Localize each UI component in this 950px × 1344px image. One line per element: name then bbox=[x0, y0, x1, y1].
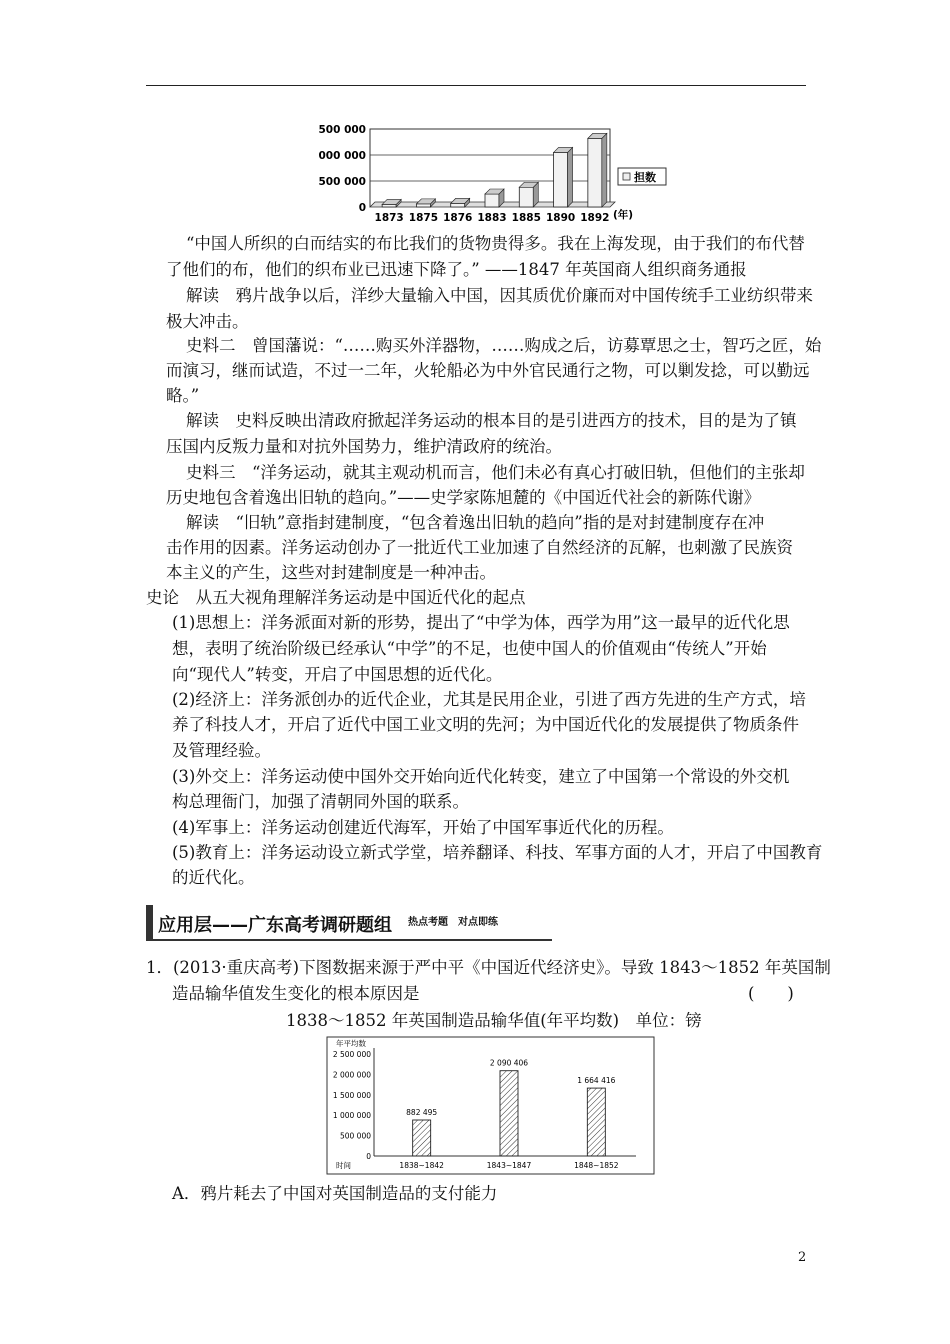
x-tick-label: 1843~1847 bbox=[486, 1161, 532, 1170]
bar bbox=[519, 187, 533, 207]
uk-exports-bar-chart bbox=[326, 1036, 656, 1176]
section-subtitle: 热点考题 对点即练 bbox=[408, 917, 498, 928]
x-tick-label: 1885 bbox=[511, 212, 541, 224]
y-tick-label: 1 000 000 bbox=[332, 1111, 371, 1121]
text-line: 解读 “旧轨”意指封建制度，“包含着逸出旧轨的趋向”指的是对封建制度存在冲 bbox=[186, 513, 765, 532]
bar bbox=[485, 194, 499, 207]
text-line: 史料二 曾国藩说：“……购买外洋器物，……购成之后，访募覃思之士，智巧之匠，始 bbox=[186, 336, 822, 355]
page-number: 2 bbox=[798, 1250, 807, 1265]
text-line: (4)军事上：洋务运动创建近代海军，开始了中国军事近代化的历程。 bbox=[172, 818, 674, 837]
y-tick-label: 000 000 bbox=[318, 150, 366, 162]
x-axis-label: (年) bbox=[613, 209, 634, 221]
data-label: 882 495 bbox=[406, 1107, 438, 1117]
y-tick-label: 500 000 bbox=[339, 1131, 371, 1141]
text-line: 养了科技人才，开启了近代中国工业文明的先河；为中国近代化的发展提供了物质条件 bbox=[172, 715, 799, 734]
bar bbox=[587, 1088, 605, 1156]
bar bbox=[382, 204, 396, 207]
y-tick-label: 1 500 000 bbox=[332, 1090, 371, 1100]
text-line: 本主义的产生，这些对封建制度是一种冲击。 bbox=[166, 563, 496, 582]
section-header bbox=[146, 905, 552, 941]
bar bbox=[588, 138, 602, 207]
section-title: 应用层——广东高考调研题组 bbox=[158, 915, 392, 936]
x-tick-label: 1876 bbox=[443, 212, 473, 224]
text-line: 历史地包含着逸出旧轨的趋向。”——史学家陈旭麓的《中国近代社会的新陈代谢》 bbox=[166, 488, 761, 507]
answer-bracket: ( ) bbox=[748, 984, 794, 1003]
text-line: (5)教育上：洋务运动设立新式学堂，培养翻译、科技、军事方面的人才，开启了中国教育 bbox=[172, 843, 823, 862]
x-tick-label: 1848~1852 bbox=[574, 1161, 619, 1170]
text-line: 而演习，继而试造，不过一二年，火轮船必为中外官民通行之物，可以剿发捻，可以勤远 bbox=[166, 361, 810, 380]
y-tick-label: 2 000 000 bbox=[332, 1070, 371, 1080]
y-tick-label: 500 000 bbox=[318, 176, 366, 188]
yarn-import-bar-chart bbox=[310, 120, 670, 226]
text-line: 想，表明了统治阶级已经承认“中学”的不足，也使中国人的价值观由“传统人”开始 bbox=[172, 639, 767, 658]
text-line: 击作用的因素。洋务运动创办了一批近代工业加速了自然经济的瓦解，也刺激了民族资 bbox=[166, 538, 793, 557]
x-tick-label: 1892 bbox=[580, 212, 610, 224]
x-tick-label: 1890 bbox=[545, 212, 576, 224]
shilun-heading: 史论 从五大视角理解洋务运动是中国近代化的起点 bbox=[146, 588, 526, 607]
section-marker bbox=[146, 905, 153, 941]
bar bbox=[413, 1120, 431, 1156]
legend-label: 担数 bbox=[634, 171, 656, 184]
header-rule bbox=[146, 85, 806, 86]
bar-side bbox=[568, 147, 573, 207]
x-tick-label: 1873 bbox=[374, 212, 404, 224]
bar bbox=[416, 204, 430, 207]
y-tick-label: 500 000 bbox=[318, 124, 366, 136]
bar-side bbox=[602, 133, 607, 207]
text-line: 了他们的布，他们的织布业已迅速下降了。” ——1847 年英国商人组织商务通报 bbox=[166, 260, 747, 279]
question-stem: 1．(2013·重庆高考)下图数据来源于严中平《中国近代经济史》。导致 1843～1852 年英国制 bbox=[146, 958, 831, 977]
text-line: 及管理经验。 bbox=[172, 741, 271, 760]
text-line: (1)思想上：洋务派面对新的形势，提出了“中学为体，西学为用”这一最早的近代化思 bbox=[172, 613, 790, 632]
y-tick-label: 0 bbox=[366, 1152, 371, 1161]
y-tick-label: 0 bbox=[358, 202, 366, 214]
text-line: 略。” bbox=[166, 386, 200, 405]
chart2-title: 1838～1852 年英国制造品输华值(年平均数) 单位：镑 bbox=[286, 1011, 702, 1030]
text-line: 向“现代人”转变，开启了中国思想的近代化。 bbox=[172, 665, 503, 684]
text-line: 极大冲击。 bbox=[166, 312, 249, 331]
section-underline bbox=[146, 939, 552, 941]
text-line: 的近代化。 bbox=[172, 868, 255, 887]
bar bbox=[554, 152, 568, 207]
text-line: 构总理衙门，加强了清朝同外国的联系。 bbox=[172, 792, 469, 811]
x-axis-title: 时间 bbox=[336, 1161, 351, 1170]
text-line: (3)外交上：洋务运动使中国外交开始向近代化转变，建立了中国第一个常设的外交机 bbox=[172, 767, 790, 786]
text-line: 压国内反叛力量和对抗外国势力，维护清政府的统治。 bbox=[166, 437, 562, 456]
data-label: 1 664 416 bbox=[577, 1076, 616, 1086]
text-line: (2)经济上：洋务派创办的近代企业，尤其是民用企业，引进了西方先进的生产方式，培 bbox=[172, 690, 806, 709]
legend-swatch bbox=[623, 173, 630, 180]
x-tick-label: 1883 bbox=[477, 212, 507, 224]
x-tick-label: 1838~1842 bbox=[399, 1161, 444, 1170]
option-a[interactable]: A．鸦片耗去了中国对英国制造品的支付能力 bbox=[172, 1184, 498, 1203]
bar bbox=[500, 1071, 518, 1156]
text-line: “中国人所织的白而结实的布比我们的货物贵得多。我在上海发现，由于我们的布代替 bbox=[186, 234, 805, 253]
y-axis-title: 年平均数 bbox=[336, 1039, 366, 1048]
bar bbox=[451, 203, 465, 207]
y-tick-label: 2 500 000 bbox=[332, 1050, 371, 1059]
text-line: 解读 史料反映出清政府掀起洋务运动的根本目的是引进西方的技术，目的是为了镇 bbox=[186, 411, 797, 430]
question-stem-cont: 造品输华值发生变化的根本原因是 bbox=[172, 984, 420, 1003]
text-line: 史料三 “洋务运动，就其主观动机而言，他们未必有真心打破旧轨，但他们的主张却 bbox=[186, 463, 805, 482]
text-line: 解读 鸦片战争以后，洋纱大量输入中国，因其质优价廉而对中国传统手工业纺织带来 bbox=[186, 286, 813, 305]
data-label: 2 090 406 bbox=[489, 1058, 529, 1068]
x-tick-label: 1875 bbox=[408, 212, 439, 224]
